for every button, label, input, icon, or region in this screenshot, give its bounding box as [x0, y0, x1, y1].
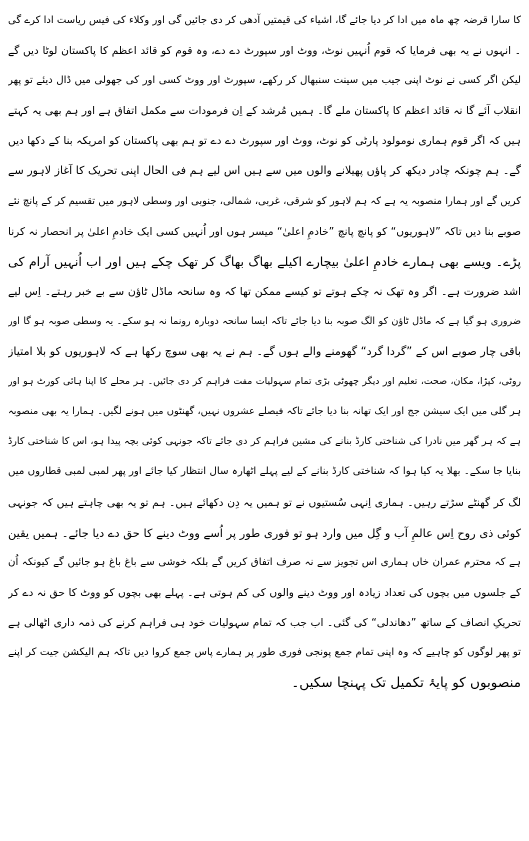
text-line: کے جلسوں میں بچوں کی تعداد زیادہ اور ووٹ دینے والوں کی کم ہوتی ہے۔ پہلے بھی بچوں کو ووٹ کا حق نہ دے کر [8, 586, 521, 599]
text-line: روٹی، کپڑا، مکان، صحت، تعلیم اور دیگر چھوٹی بڑی تمام سہولیات مفت فراہم کر دی جائیں۔ ہر محلے کا اپنا ہائی کورٹ ہو اور [8, 376, 521, 388]
text-line: تحریکِ انصاف کے ساتھ ”دھاندلی“ کی گئی۔ اب جب کہ تمام سہولیات خود ہی فراہم کرنے کی ذمہ داری اٹھالی ہے [8, 616, 521, 629]
text-line: باقی چار صوبے اس کے ”گردا گرد“ گھومنے والے ہوں گے۔ ہم نے یہ بھی سوچ رکھا ہے کہ لاہوریوں کو بلا امتیاز [8, 345, 521, 359]
text-line: کوئی ذی روح اِس عالمِ آب و گِل میں وارد ہو تو فوری طور پر اُسے ووٹ دینے کا حق دے دیا جائے۔ ہمیں یقین [8, 525, 521, 540]
text-line: ہیں کہ اگر قوم ہماری نومولود پارٹی کو نوٹ، ووٹ اور سپورٹ دے دے تو ہم بھی پاکستان کو امریکہ بنا کے دکھا دیں [8, 135, 521, 148]
text-line-last: منصوبوں کو پایۂ تکمیل تک پہنچا سکیں۔ [291, 675, 521, 692]
text-line: کریں گے اور ہمارا منصوبہ یہ ہے کہ ہم لاہور کو شرقی، غربی، شمالی، جنوبی اور وسطی لاہور میں تقسیم کر کے پانچ نئے [8, 195, 521, 207]
text-line: لیکن اگر کسی نے نوٹ اپنی جیب میں سینت سنبھال کر رکھے، سپورٹ اور ووٹ کسی اور کی جھولی میں ڈال دیئے تو پھر [8, 75, 521, 87]
text-line: ۔ انہوں نے یہ بھی فرمایا کہ قوم اُنہیں نوٹ، ووٹ اور سپورٹ دے دے، وہ قوم کو قائد اعظم کا پاکستان لوٹا دیں گے [8, 45, 521, 58]
text-line: صوبے بنا دیں تاکہ ”لاہوریوں“ کو پانچ پانچ ”خادمِ اعلیٰ“ میسر ہوں اور اُنہیں کسی ایک خادمِ اعلیٰ پر انحصار نہ کرنا [8, 225, 521, 238]
text-line: ہے کہ ہر گھر میں نادرا کی شناختی کارڈ بنانے کی مشین فراہم کر دی جائے تاکہ جونہی کوئی بچہ پیدا ہو، اس کا شناختی کارڈ [8, 436, 521, 448]
text-line: کا سارا قرضہ چھ ماہ میں ادا کر دیا جائے گا، اشیاء کی قیمتیں آدھی کر دی جائیں گی اور وکلاء کی فیس ریاست ادا کرے گی [8, 15, 521, 26]
text-line: لگ کر گھنٹے سڑتے رہیں۔ ہماری اِنہی سُستیوں نے تو ہمیں یہ دِن دکھائے ہیں۔ ہم تو یہ بھی چاہتے ہیں کہ جونہی [8, 496, 521, 509]
text-line: گے۔ ہم چونکہ چادر دیکھ کر پاؤں پھیلانے والوں میں سے ہیں اس لیے ہم فی الحال اپنی تحریک کا آغاز لاہور سے [8, 164, 521, 178]
text-line: اشد ضرورت ہے۔ اگر وہ تھک نہ چکے ہوتے تو کیسے ممکن تھا کہ وہ سانحہ ماڈل ٹاؤن سے بے خبر رہتے۔ اِس لیے [8, 284, 521, 298]
text-line: بنایا جا سکے۔ بھلا یہ کیا ہوا کہ شناختی کارڈ بنانے کے لیے پہلے اٹھارہ سال انتظار کیا جائے اور پھر لمبی لمبی قطاروں میں [8, 466, 521, 478]
text-line: ضروری ہو گیا ہے کہ ماڈل ٹاؤن کو الگ صوبہ بنا دیا جائے تاکہ ایسا سانحہ دوبارہ رونما نہ ہو سکے۔ یہ وسطی صوبہ ہو گا اور [8, 315, 521, 327]
text-line: انقلاب آئے گا نہ قائد اعظم کا پاکستان ملے گا۔ ہمیں مُرشد کے اِن فرمودات سے مکمل اتفاق ہے اور ہم بھی یہ کہتے [8, 105, 521, 118]
text-line: ہے کہ محترم عمران خاں ہماری اس تجویز سے نہ صرف اتفاق کریں گے بلکہ خوشی سے باغ باغ ہو جائیں گے کیونکہ اُن [8, 556, 521, 568]
text-line: پڑے۔ ویسے بھی ہمارے خادمِ اعلیٰ بیچارے اکیلے بھاگ بھاگ کر تھک چکے ہیں اور اب اُنہیں آرام کی [8, 253, 521, 269]
text-line: تو پھر لوگوں کو چاہیے کہ وہ اپنی تمام جمع پونجی فوری طور پر ہمارے پاس جمع کروا دیں تاکہ ہم الیکشن جیت کر اپنے [8, 646, 521, 658]
text-line: ہر گلی میں ایک سیشن جج اور ایک تھانہ بنا دیا جائے تاکہ فیصلے عشروں نہیں، گھنٹوں میں ہونے لگیں۔ ہمارا یہ بھی منصوبہ [8, 406, 521, 418]
